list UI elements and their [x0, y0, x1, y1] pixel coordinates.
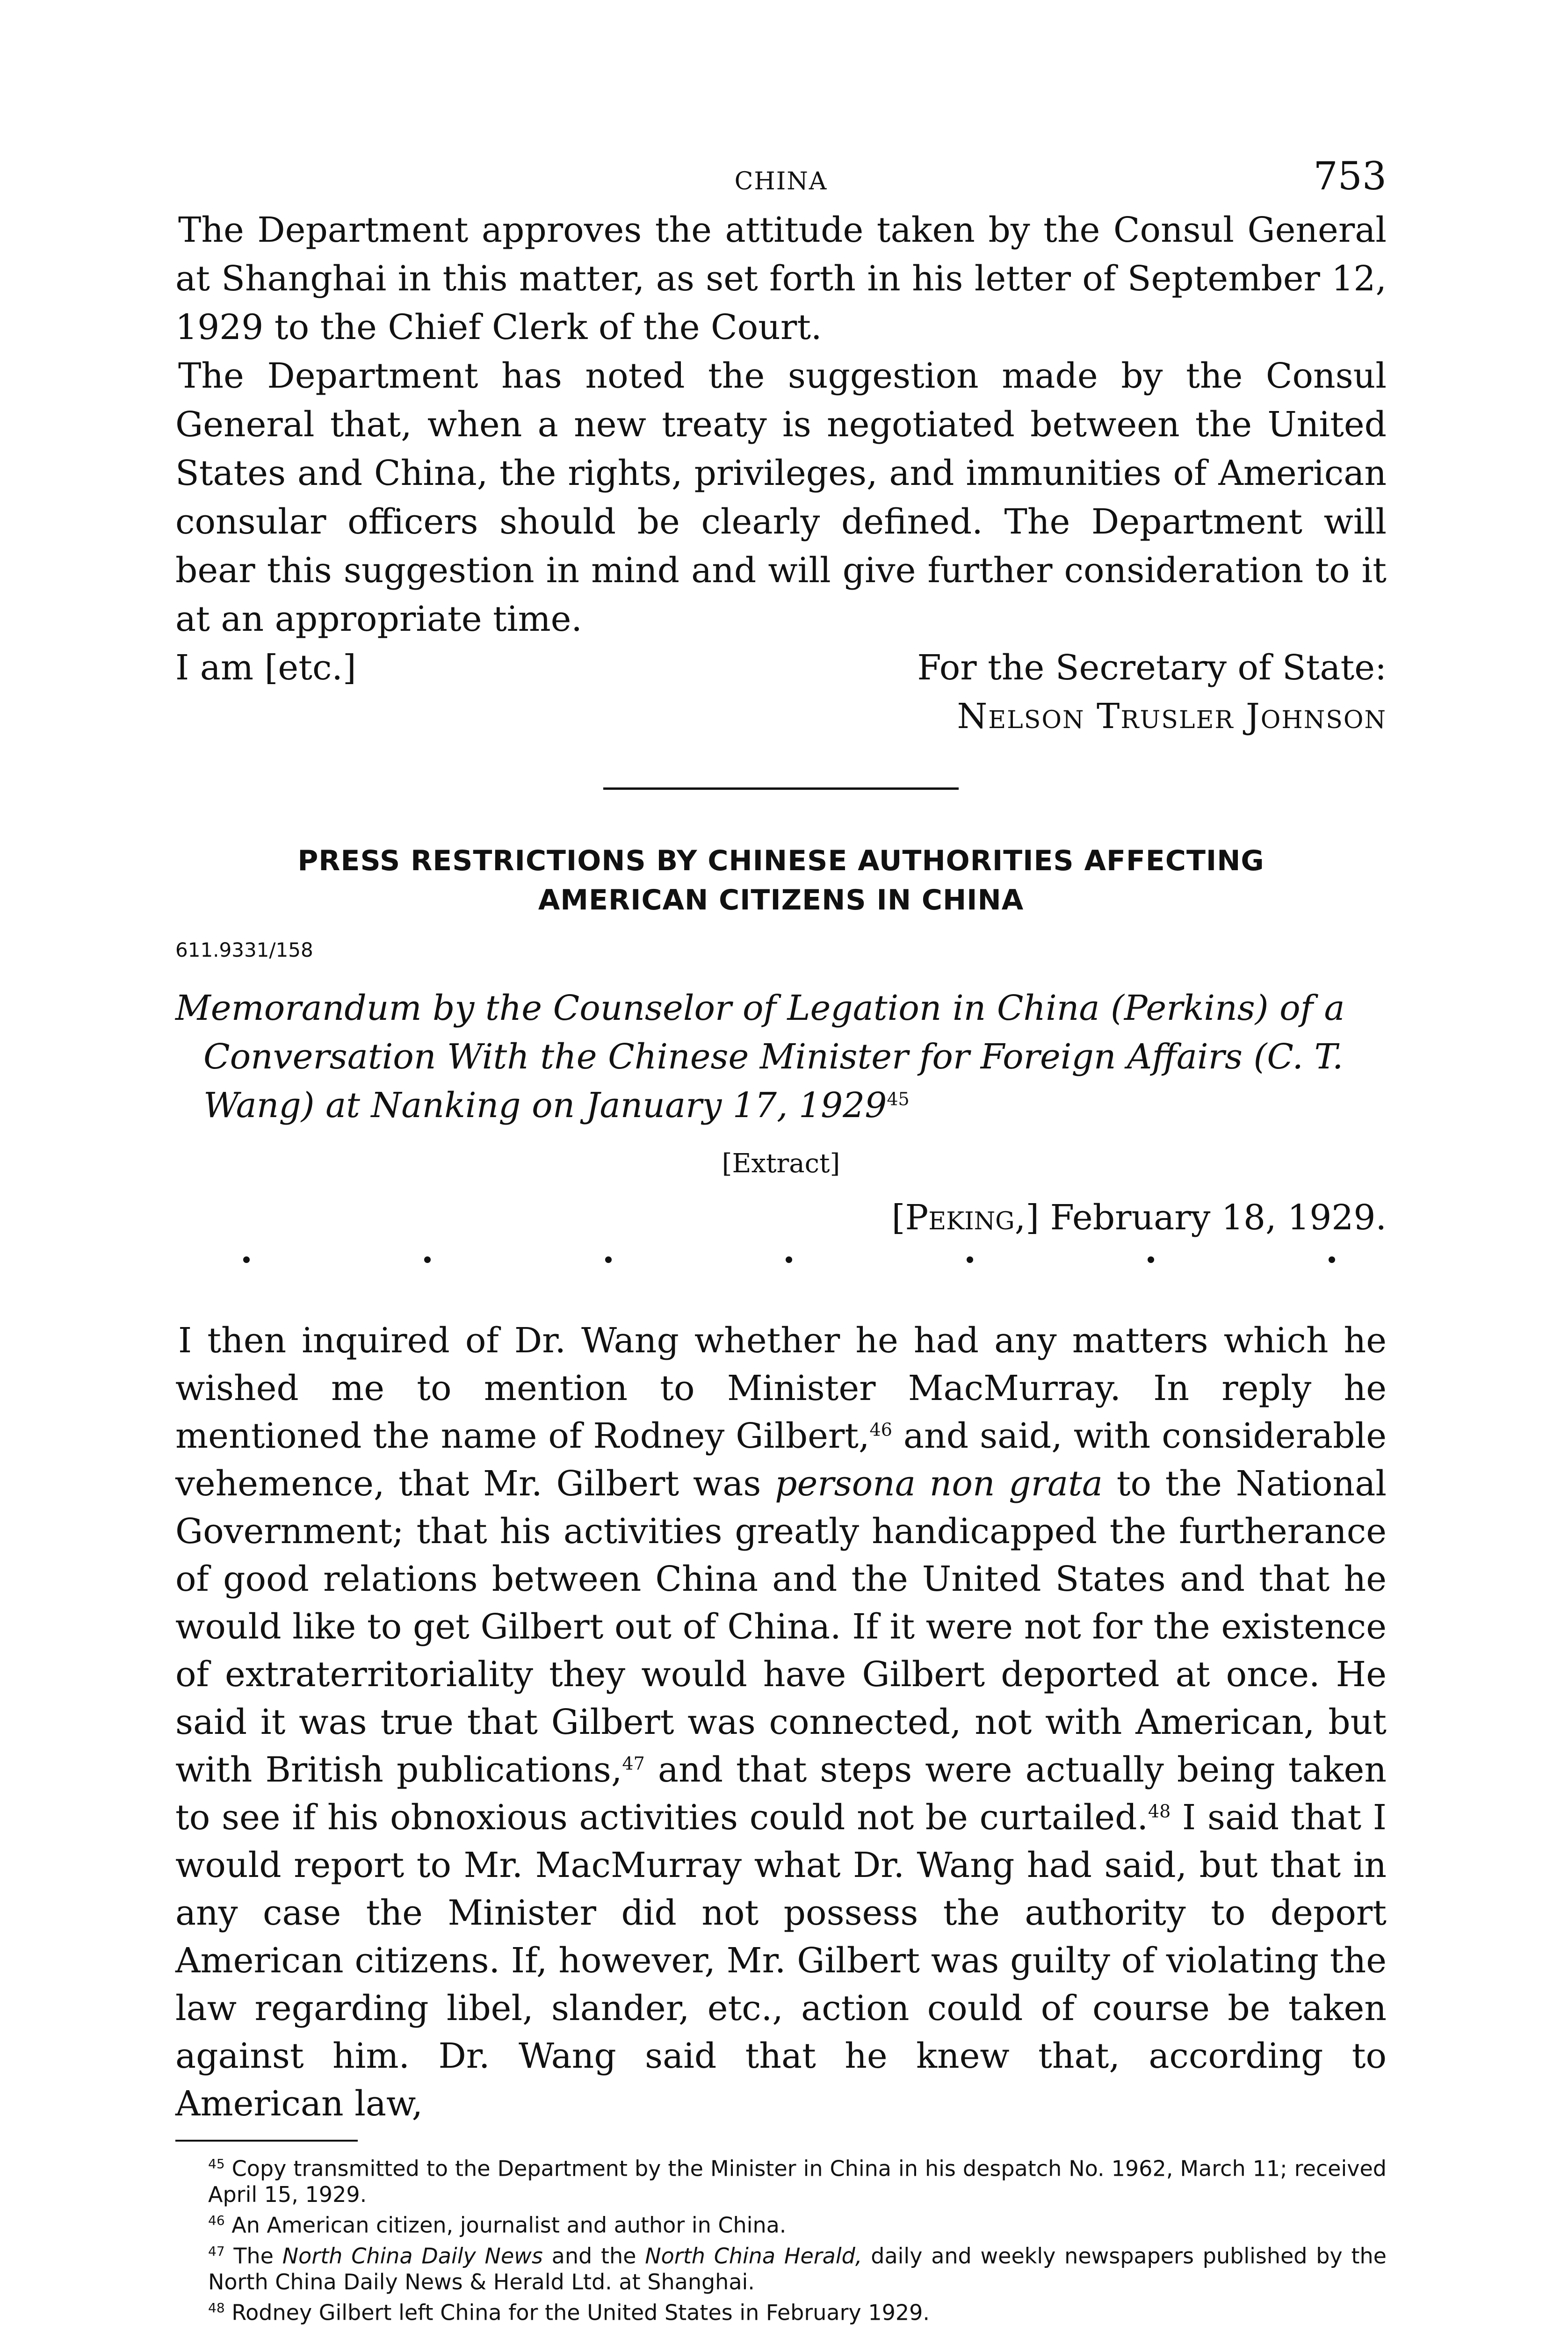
- section-divider: [603, 787, 959, 790]
- footnote-text: Rodney Gilbert left China for the United States in February 1929.: [224, 2300, 930, 2325]
- dateline: [175, 1198, 1387, 1238]
- footnotes: [175, 2151, 1387, 2325]
- ellipsis-dot: [424, 1256, 431, 1263]
- dateline-place: Peking: [905, 1198, 1015, 1238]
- footnote-47: [175, 2238, 1387, 2295]
- document-page: [175, 154, 1387, 2325]
- ellipsis-dot: [243, 1256, 250, 1263]
- section-heading-line-2: AMERICAN CITIZENS IN CHINA: [538, 884, 1024, 916]
- footnote-italic: North China Herald,: [645, 2243, 862, 2268]
- closing-for-secretary: For the Secretary of State:: [917, 648, 1387, 688]
- ellipsis-dot: [967, 1256, 973, 1263]
- body-text-4: and that steps were actually being taken to see if his obnoxious activities could not be curtailed.: [175, 1750, 1387, 1838]
- body-italic-persona-non-grata: persona non grata: [775, 1464, 1103, 1504]
- footnote-ref-47: 47: [622, 1753, 645, 1774]
- ellipsis-dot: [605, 1256, 612, 1263]
- footnote-number: 47: [208, 2243, 225, 2259]
- footnote-48: [175, 2295, 1387, 2325]
- omission-ellipsis: [175, 1256, 1387, 1263]
- page-number: 753: [1313, 154, 1387, 199]
- section-heading-line-1: PRESS RESTRICTIONS BY CHINESE AUTHORITIES AFFECTING: [297, 844, 1265, 877]
- document-title: [175, 984, 1387, 1130]
- footnote-number: 46: [208, 2213, 225, 2229]
- signature: Nelson Trusler Johnson: [957, 696, 1387, 736]
- footnote-ref-48: 48: [1148, 1801, 1171, 1822]
- footnote-text: and the: [542, 2243, 645, 2268]
- paragraph-treaty-suggestion: The Department has noted the suggestion made by the Consul General that, when a new treaty is negotiated between the United States and China, the rights, privileges, and immunities of American consular officers should be clearly defined. The Department will bear this suggestion in mind and will give further consideration to it at an appropriate time.: [175, 356, 1387, 639]
- footnote-ref-46: 46: [869, 1419, 892, 1440]
- letter-closing: [175, 643, 1387, 741]
- footnote-45: [175, 2151, 1387, 2208]
- file-reference: 611.9331/158: [175, 938, 313, 961]
- extract-label: [Extract]: [722, 1148, 840, 1179]
- body-text-2: and said, with considerable vehemence, that Mr. Gilbert was: [175, 1416, 1387, 1504]
- footnote-text: Copy transmitted to the Department by the Minister in China in his despatch No. 1962, March 11; received April 15, 1929.: [208, 2156, 1387, 2208]
- footnote-italic: North China Daily News: [282, 2243, 543, 2268]
- footnote-46: [175, 2208, 1387, 2238]
- footnote-divider: [175, 2140, 358, 2142]
- footnote-ref-45: 45: [887, 1089, 910, 1110]
- running-header: [175, 154, 1387, 206]
- footnote-text: An American citizen, journalist and author in China.: [224, 2212, 787, 2238]
- dateline-bracket: [: [891, 1198, 905, 1238]
- dateline-date: ,] February 18, 1929.: [1014, 1198, 1387, 1238]
- body-text-5: I said that I would report to Mr. MacMurray what Dr. Wang had said, but that in any case the Minister did not possess the authority to deport American citizens. If, however, Mr. Gilbert was guilty of violating the law regarding libel, slander, etc., action could of course be taken against him. Dr. Wang said that he knew that, according to American law,: [175, 1797, 1387, 2124]
- document-title-text: Memorandum by the Counselor of Legation in China (Perkins) of a Conversation With the Chinese Minister for Foreign Affairs (C. T. Wang) at Nanking on January 17, 1929: [175, 988, 1345, 1126]
- running-title: CHINA: [734, 167, 828, 195]
- body-text-3: to the National Government; that his activities greatly handicapped the furtherance of good relations between China and the United States and that he would like to get Gilbert out of China. If it were not for the existence of extraterritoriality they would have Gilbert deported at once. He said it was true that Gilbert was connected, not with American, but with British publications,: [175, 1464, 1387, 1790]
- ellipsis-dot: [786, 1256, 792, 1263]
- ellipsis-dot: [1329, 1256, 1335, 1263]
- paragraph-department-approves: The Department approves the attitude taken by the Consul General at Shanghai in this matter, as set forth in his letter of September 12, 1929 to the Chief Clerk of the Court.: [175, 210, 1387, 347]
- memorandum-body: [175, 1317, 1387, 2128]
- footnote-number: 48: [208, 2300, 225, 2316]
- footnote-text: daily and weekly newspapers published by the North China Daily News & Herald Ltd. at Shanghai.: [208, 2243, 1387, 2295]
- footnote-number: 45: [208, 2156, 225, 2172]
- closing-salutation: I am [etc.]: [175, 648, 356, 688]
- body-text-1: I then inquired of Dr. Wang whether he had any matters which he wished me to mention to Minister MacMurray. In reply he mentioned the name of Rodney Gilbert,: [175, 1321, 1387, 1456]
- ellipsis-dot: [1148, 1256, 1154, 1263]
- footnote-text: The: [224, 2243, 282, 2268]
